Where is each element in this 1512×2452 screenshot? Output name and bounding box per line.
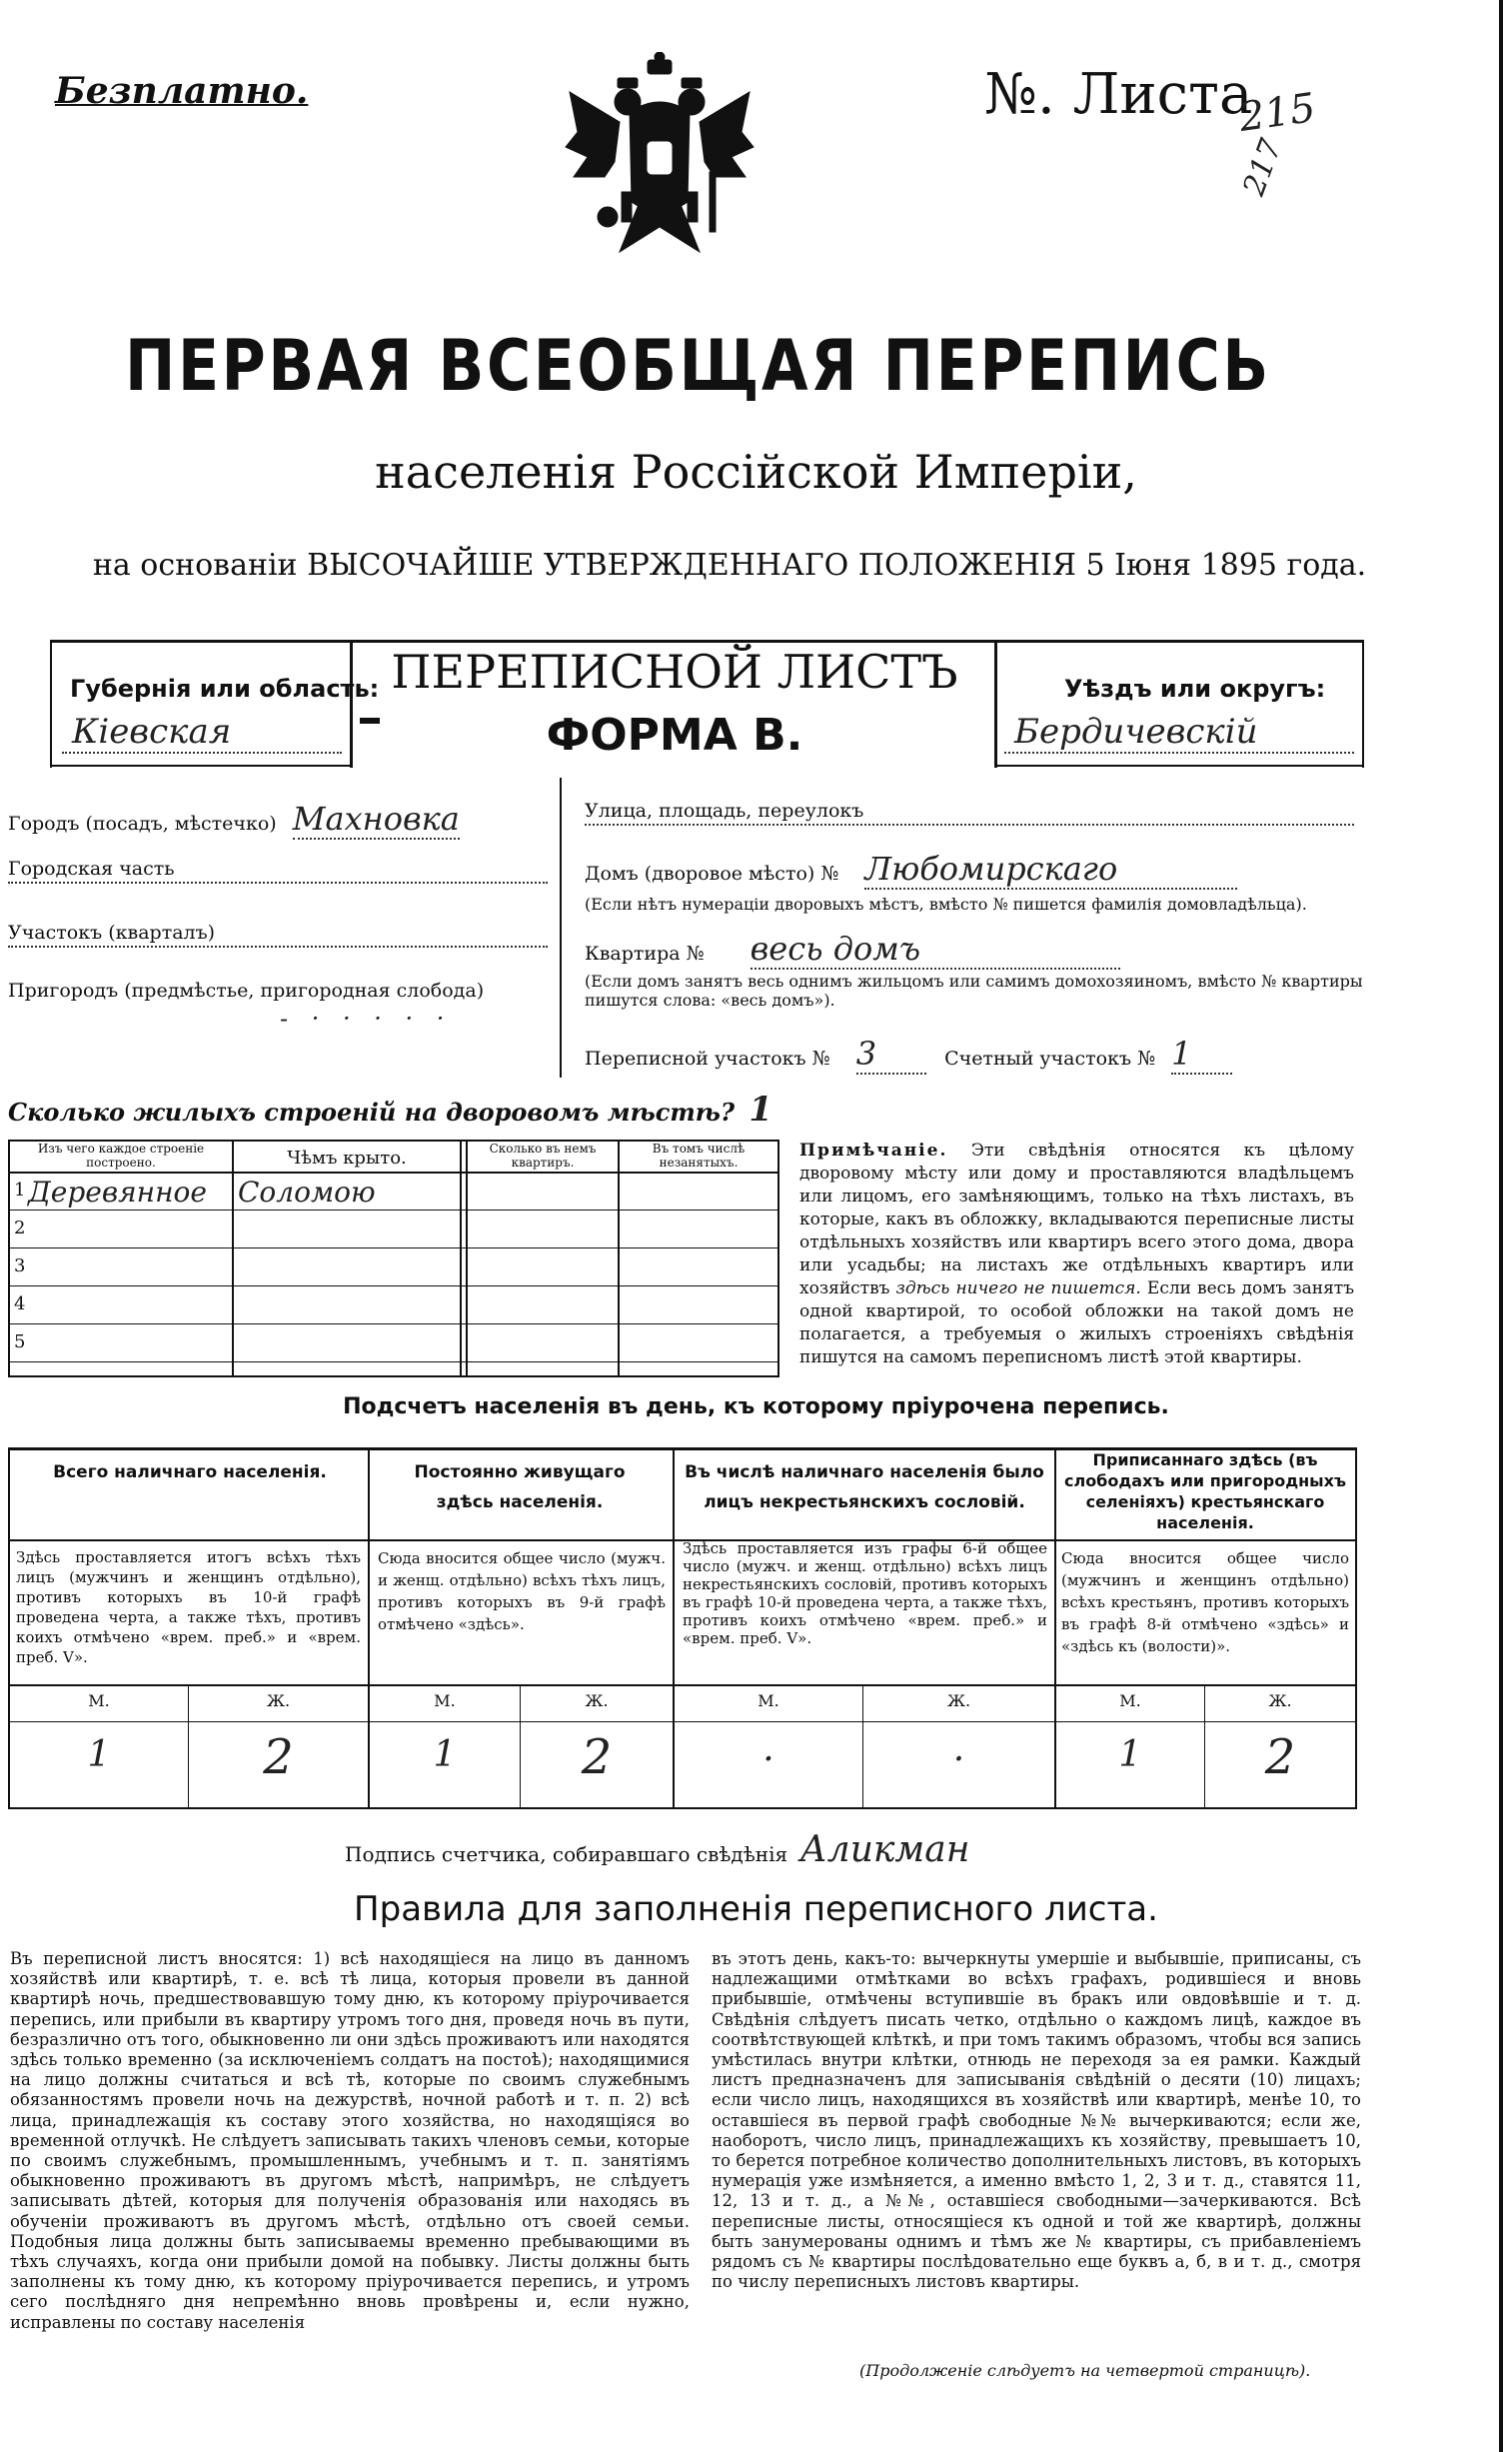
column-desc: Здѣсь проставляется итогъ всѣхъ тѣхъ лицъ (мужчинъ и женщинъ отдѣльно), противъ которыхъ въ 10-й графѣ проведена черта, а также тѣхъ, противъ коихъ отмѣчено «врем. преб.» и «врем. преб. V».	[16, 1548, 361, 1666]
city-label: Городъ (посадъ, мѣстечко)	[8, 813, 277, 835]
census-subtitle: населенія Россійской Имперіи,	[375, 445, 1137, 499]
rules-left-column: Въ переписной листъ вносятся: 1) всѣ находящіеся на лицо въ данномъ хозяйствѣ или квартирѣ, т. е. всѣ тѣ лица, которыя провели въ данной квартирѣ ночь, предшествовавшую тому дню, къ которому пріурочивается перепись, или прибыли въ квартиру утромъ того дня, проведя ночь въ пути, безразлично отъ того, обыкновенно ли они здѣсь проживаютъ или находятся здѣсь только временно (за исключеніемъ солдатъ на постоѣ); находящимися на лицо должны считаться и всѣ тѣ, которые по своимъ служебнымъ обязанностямъ провели ночь на дежурствѣ, ночной работѣ и т. п. 2) всѣ лица, принадлежащія къ составу этого хозяйства, но находящіяся во временной отлучкѣ. Не слѣдуетъ записывать такихъ членовъ семьи, которые по своимъ служебнымъ, промышленнымъ, учебнымъ и т. п. занятіямъ обыкновенно проживаютъ въ другомъ мѣстѣ, напримѣръ, не слѣдуетъ записывать дѣтей, которыя для полученія образованія или находясь въ обученіи проживаютъ въ другомъ мѣстѣ, отдѣльно отъ своей семьи. Подобныя лица должны быть записываемы временно пребывающими въ тѣхъ случаяхъ, когда они прибыли домой на побывку. Листы должны быть заполнены къ тому дню, къ которому пріурочивается перепись, и утромъ сего послѣдняго дня непремѣнно вновь провѣрены и, если нужно, исправлены по составу населенія	[10, 1949, 690, 2332]
male-value: 1	[433, 1734, 457, 1775]
buildings-note: Примѣчаніе. Эти свѣдѣнія относятся къ цѣлому дворовому мѣсту или дому и проставляются владѣльцемъ или лицомъ, его замѣняющимъ, только на тѣхъ листахъ, въ которые, какъ въ обложку, вкладываются переписные листы отдѣльныхъ хозяйствъ или квартиръ всего этого дома, двора или усадьбы; на листахъ же отдѣльныхъ квартиръ или хозяйствъ здѣсь ничего не пишется. Если весь домъ занятъ одной квартирой, то особой обложки на такой домъ не полагается, а требуемыя о жилыхъ строеніяхъ свѣдѣнія пишутся на самомъ переписномъ листѣ этой квартиры.	[799, 1141, 1355, 1367]
signature-field	[345, 1829, 969, 1870]
column-head: Въ числѣ наличнаго населенія было лицъ некрестьянскихъ сословій.	[685, 1462, 1044, 1512]
buildings-header-non-residential: Въ томъ числѣ незанятыхъ.	[652, 1142, 746, 1170]
male-value: ·	[762, 1739, 774, 1780]
column-head: Приписаннаго здѣсь (въ слободахъ или пригородныхъ селеніяхъ) крестьянскаго населенія.	[1063, 1450, 1346, 1532]
row-number: 3	[14, 1255, 26, 1276]
house-label: Домъ (дворовое мѣсто) №	[585, 863, 839, 885]
buildings-question: Сколько жилыхъ строеній на дворовомъ мѣстѣ? 1	[8, 1090, 773, 1130]
column-desc: Сюда вносится общее число (мужч. и женщ. отдѣльно) всѣхъ тѣхъ лицъ, противъ которыхъ въ 9-й графѣ отмѣчено «здѣсь».	[378, 1549, 666, 1633]
form-dash	[360, 718, 380, 724]
signature-value: Аликман	[799, 1829, 970, 1870]
row-roof: Соломою	[238, 1176, 376, 1209]
guberniya-value: Кiевская	[62, 712, 342, 754]
flat-field	[585, 930, 1354, 968]
street-label: Улица, площадь, переулокъ	[585, 800, 864, 822]
female-value: 2	[1264, 1729, 1296, 1785]
suburb-value: - · · · · ·	[280, 1005, 453, 1033]
count-district-value: 1	[1171, 1035, 1231, 1075]
female-value: ·	[952, 1739, 965, 1780]
row-number: 5	[14, 1331, 26, 1352]
female-label: Ж.	[1268, 1691, 1292, 1710]
row-number: 2	[14, 1218, 26, 1238]
census-title: ПЕРВАЯ ВСЕОБЩАЯ ПЕРЕПИСЬ	[125, 325, 1271, 407]
guberniya-label: Губернія или область:	[70, 675, 380, 703]
city-part-field	[8, 858, 548, 884]
female-value: 2	[581, 1729, 613, 1785]
buildings-header-flats: Сколько въ немъ квартиръ.	[489, 1142, 597, 1170]
city-part-label: Городская часть	[8, 858, 175, 880]
uezd-value: Бердичевскій	[1004, 712, 1354, 754]
female-value: 2	[263, 1729, 294, 1785]
row-number: 1	[14, 1180, 26, 1201]
column-desc: Сюда вносится общее число (мужчинъ и женщинъ отдѣльно) всѣхъ крестьянъ, противъ которыхъ въ графѣ 8-й отмѣчено «здѣсь» и «здѣсь къ (волости)».	[1061, 1549, 1349, 1655]
house-field	[585, 850, 1354, 888]
female-label: Ж.	[266, 1691, 291, 1710]
house-note: (Если нѣтъ нумераціи дворовыхъ мѣстъ, вмѣсто № пишется фамилія домовладѣльца).	[585, 895, 1307, 914]
scan-edge	[1499, 0, 1503, 2452]
suburb-field	[8, 980, 553, 1002]
city-field	[8, 800, 548, 838]
flat-note: (Если домъ занятъ весь однимъ жильцомъ или самимъ домохозяиномъ, вмѣсто № квартиры пишутся слова: «весь домъ»).	[585, 972, 1363, 1010]
rules-right-column: въ этотъ день, какъ-то: вычеркнуты умершіе и выбывшіе, приписаны, съ надлежащими отмѣтками во всѣхъ графахъ, родившіеся и вновь прибывшіе, отмѣчены вступившіе въ бракъ или овдовѣвшіе и т. д. Свѣдѣнія слѣдуетъ писать четко, отдѣльно о каждомъ лицѣ, каждое въ соотвѣтствующей клѣткѣ, и при томъ такимъ образомъ, чтобы вся запись умѣстилась внутри клѣтки, отнюдь не переходя за ея рамки. Каждый листъ предназначенъ для записыванія свѣдѣній о десяти (10) лицахъ; если число лицъ, находящихся въ хозяйствѣ или квартирѣ, менѣе 10, то оставшіеся въ первой графѣ свободные №№ вычеркиваются; если же, наоборотъ, число лицъ, принадлежащихъ къ хозяйству, превышаетъ 10, то берется потребное количество дополнительныхъ листовъ, въ которыхъ нумерація уже измѣняется, а именно вмѣсто 1, 2, 3 и т. д., ставятся 11, 12, 13 и т. д., а №№, оставшіеся свободными—зачеркиваются. Всѣ переписные листы, относящіеся къ одной и той же квартирѣ, должны быть занумерованы однимъ и тѣмъ же № квартиры, съ прибавленіемъ рядомъ съ № квартиры послѣдовательно еще буквъ а, б, в и т. д., смотря по числу переписныхъ листовъ квартиры.	[712, 1949, 1361, 2292]
form-title: ПЕРЕПИСНОЙ ЛИСТЪ	[391, 645, 958, 699]
buildings-answer: 1	[749, 1090, 773, 1130]
buildings-header-roof: Чѣмъ крыто.	[287, 1148, 407, 1169]
sheet-number-label: №. Листа	[984, 62, 1253, 127]
row-material: Деревянное	[28, 1176, 207, 1209]
flat-value: весь домъ	[751, 930, 1120, 970]
form-letter: ФОРМА В.	[546, 710, 803, 761]
coat-of-arms-emblem	[560, 52, 759, 272]
population-title: Подсчетъ населенія въ день, къ которому пріурочена перепись.	[343, 1394, 1169, 1419]
suburb-label: Пригородъ (предмѣстье, пригородная слобода)	[8, 980, 485, 1002]
rules-continuation: (Продолженіе слѣдуетъ на четвертой страницѣ).	[859, 2361, 1311, 2380]
free-label: Безплатно.	[55, 70, 309, 112]
male-value: 1	[87, 1734, 111, 1775]
census-district-field	[585, 1035, 1364, 1073]
female-label: Ж.	[585, 1691, 609, 1710]
census-district-value: 3	[856, 1035, 926, 1075]
district-label: Участокъ (кварталъ)	[8, 922, 216, 944]
sheet-number-extra: 217	[1236, 134, 1289, 201]
female-label: Ж.	[946, 1691, 971, 1710]
sheet-number-value: 215	[1236, 84, 1319, 142]
street-field	[585, 800, 1354, 826]
house-value: Любомирскаго	[864, 850, 1237, 890]
rules-title: Правила для заполненія переписного листа.	[354, 1889, 1158, 1929]
census-basis: на основаніи ВЫСОЧАЙШЕ УТВЕРЖДЕННАГО ПОЛОЖЕНІЯ 5 Іюня 1895 года.	[92, 548, 1367, 583]
male-label: М.	[434, 1691, 456, 1710]
signature-label: Подпись счетчика, собиравшаго свѣдѣнія	[345, 1842, 788, 1866]
uezd-label: Уѣздъ или округъ:	[1064, 675, 1326, 703]
city-value: Махновка	[292, 800, 460, 838]
census-district-label: Переписной участокъ №	[585, 1048, 830, 1070]
male-label: М.	[88, 1691, 110, 1710]
flat-label: Квартира №	[585, 943, 705, 965]
male-value: 1	[1118, 1734, 1142, 1775]
district-field	[8, 922, 548, 948]
male-label: М.	[757, 1691, 779, 1710]
count-district-label: Счетный участокъ №	[944, 1048, 1156, 1070]
buildings-header-material: Изъ чего каждое строеніе построено.	[37, 1142, 205, 1170]
column-head: Всего наличнаго населенія.	[53, 1462, 327, 1482]
column-head: Постоянно живущаго здѣсь населенія.	[414, 1462, 626, 1512]
row-number: 4	[14, 1293, 26, 1314]
male-label: М.	[1119, 1691, 1141, 1710]
column-desc: Здѣсь проставляется изъ графы 6-й общее число (мужч. и женщ. отдѣльно) всѣхъ лицъ некрестьянскихъ сословій, противъ которыхъ въ графѣ 10-й проведена черта, а также тѣхъ, противъ коихъ отмѣчено «врем. преб.» и «врем. преб. V».	[683, 1539, 1047, 1647]
